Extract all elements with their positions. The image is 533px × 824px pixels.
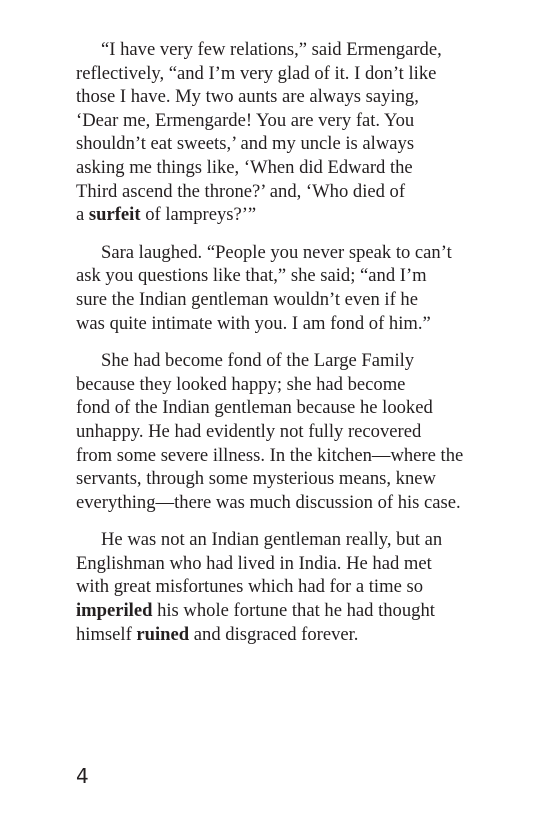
text-line: [76, 288, 496, 312]
paragraph: [76, 38, 496, 227]
text-run: was quite intimate with you. I am fond of him.”: [76, 312, 431, 334]
text-line: [76, 312, 496, 336]
text-line: [76, 599, 496, 623]
text-run: Sara laughed. “People you never speak to can’t: [101, 241, 452, 263]
text-line: [76, 156, 496, 180]
paragraph: [76, 241, 496, 335]
text-line: [76, 420, 496, 444]
text-run: a: [76, 204, 89, 226]
text-line: [76, 180, 496, 204]
text-run: asking me things like, ‘When did Edward the: [76, 156, 413, 178]
text-line: [76, 85, 496, 109]
text-run: reflectively, “and I’m very glad of it. I don’t like: [76, 62, 437, 84]
text-run: ‘Dear me, Ermengarde! You are very fat. You: [76, 109, 415, 131]
text-line: [76, 396, 496, 420]
text-run: sure the Indian gentleman wouldn’t even if he: [76, 288, 418, 310]
text-line: [76, 349, 496, 373]
vocabulary-word: imperiled: [76, 600, 153, 622]
text-run: servants, through some mysterious means, knew: [76, 468, 436, 490]
vocabulary-word: surfeit: [88, 204, 141, 226]
text-run: of lampreys?’”: [140, 204, 257, 226]
text-run: She had become fond of the Large Family: [101, 350, 415, 372]
text-run: his whole fortune that he had thought: [152, 600, 435, 622]
text-run: He was not an Indian gentleman really, but an: [101, 529, 443, 551]
text-line: [76, 623, 496, 647]
text-line: [76, 575, 496, 599]
text-line: [76, 373, 496, 397]
text-line: [76, 109, 496, 133]
text-run: from some severe illness. In the kitchen—where the: [76, 444, 464, 466]
text-line: [76, 444, 496, 468]
text-run: fond of the Indian gentleman because he looked: [76, 397, 433, 419]
vocabulary-word: ruined: [136, 623, 190, 645]
text-line: [76, 203, 496, 227]
text-line: [76, 241, 496, 265]
text-line: [76, 552, 496, 576]
text-run: everything—there was much discussion of his case.: [76, 491, 461, 513]
text-line: [76, 62, 496, 86]
page-number: 4: [76, 764, 89, 788]
text-line: [76, 132, 496, 156]
text-line: [76, 467, 496, 491]
text-run: with great misfortunes which had for a time so: [76, 576, 423, 598]
text-run: ask you questions like that,” she said; “and I’m: [76, 265, 427, 287]
text-line: [76, 491, 496, 515]
text-line: [76, 38, 496, 62]
text-run: and disgraced forever.: [189, 623, 359, 645]
text-line: [76, 264, 496, 288]
text-run: shouldn’t eat sweets,’ and my uncle is always: [76, 133, 415, 155]
text-run: unhappy. He had evidently not fully recovered: [76, 420, 422, 442]
page-text: [76, 38, 496, 660]
paragraph: [76, 528, 496, 646]
text-run: Third ascend the throne?’ and, ‘Who died of: [76, 180, 406, 202]
text-run: those I have. My two aunts are always saying,: [76, 86, 419, 108]
text-run: Englishman who had lived in India. He had met: [76, 552, 432, 574]
text-line: [76, 528, 496, 552]
text-run: himself: [76, 623, 137, 645]
text-run: “I have very few relations,” said Ermengarde,: [101, 39, 442, 60]
text-run: because they looked happy; she had become: [76, 373, 406, 395]
paragraph: [76, 349, 496, 514]
